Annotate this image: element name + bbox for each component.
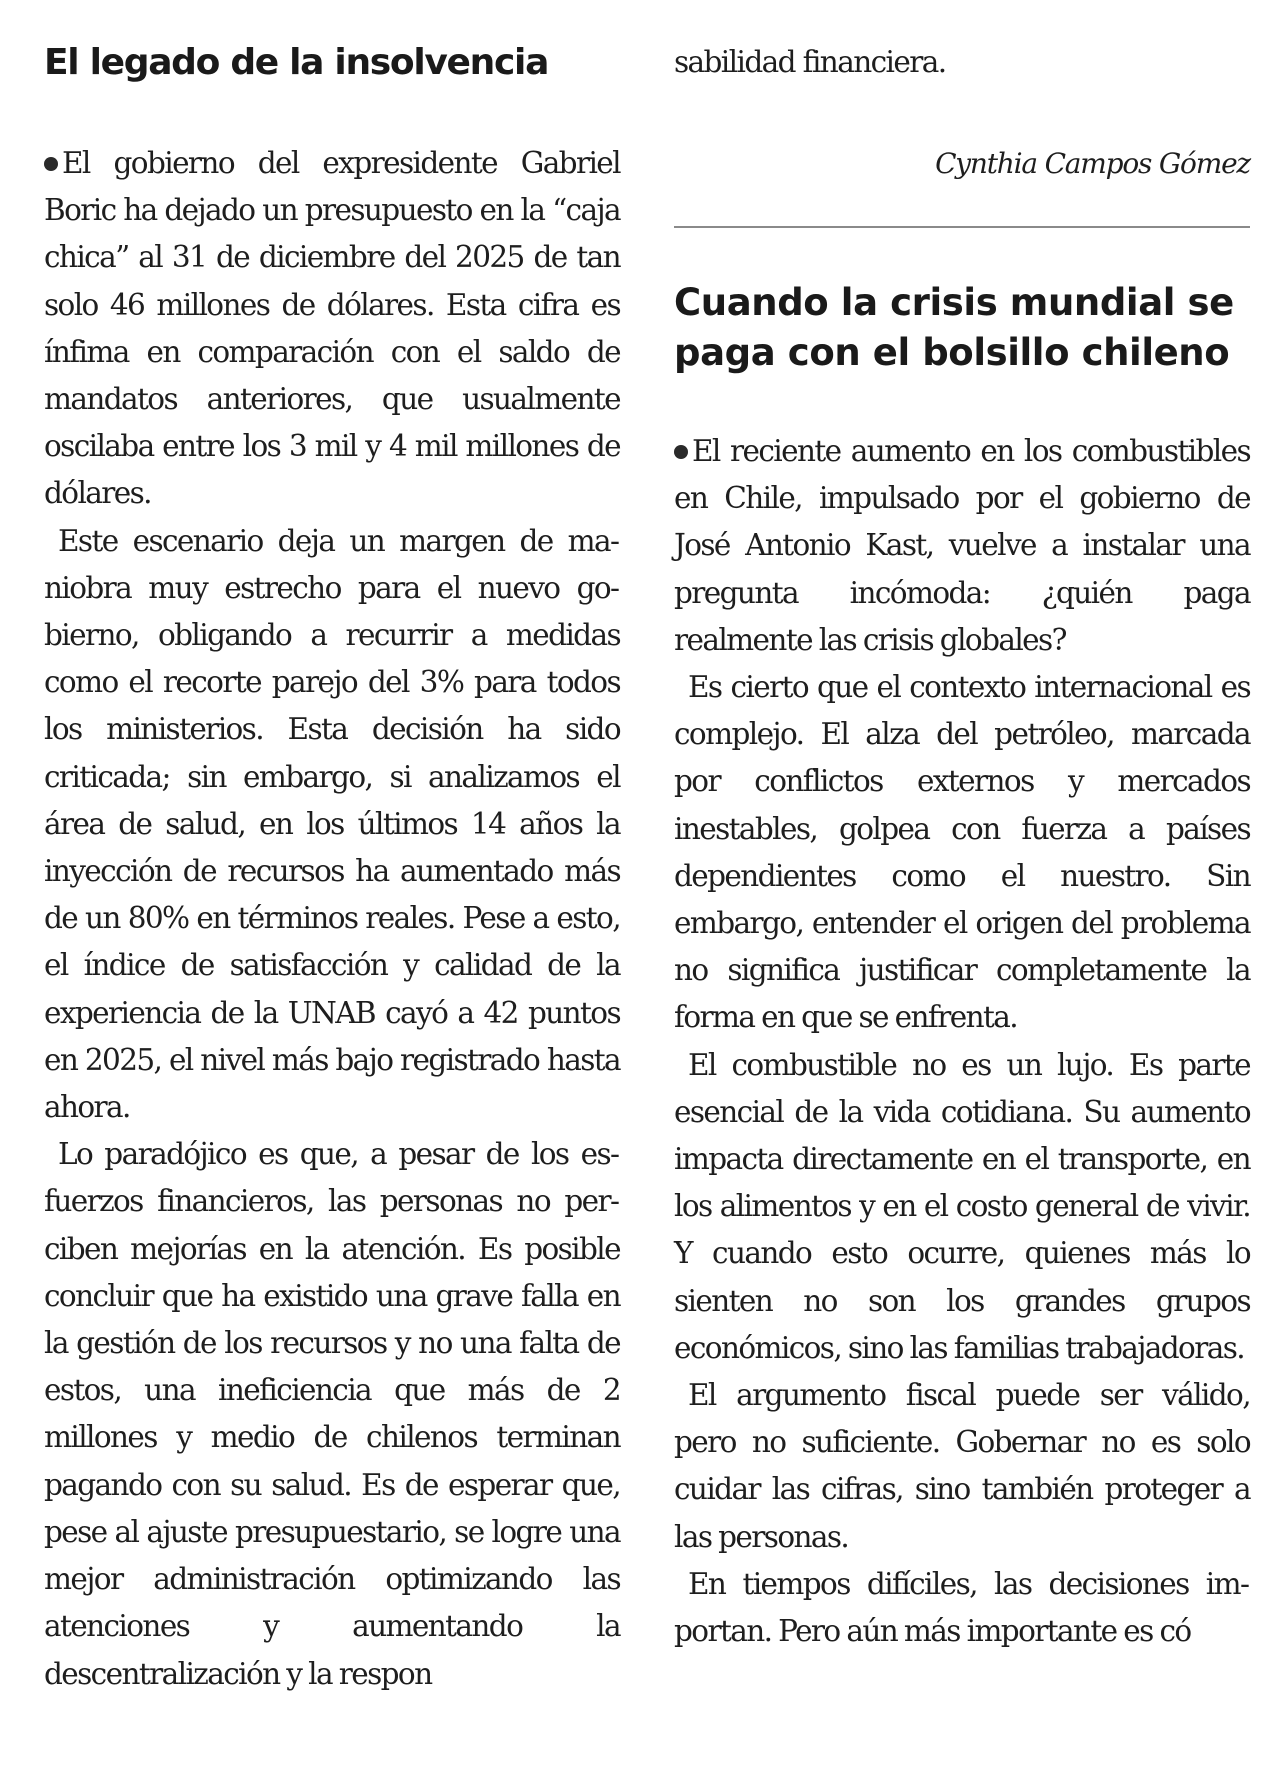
right-paragraph-5: En tiempos difíciles, las decisiones importan. Pero aún más importante es có bbox=[674, 1566, 1250, 1649]
left-article-title: El legado de la insolvencia bbox=[44, 42, 549, 83]
left-paragraph-2: Este escenario deja un margen de maniobra muy estrecho para el nuevo gobierno, obligando a recurrir a medidas como el recorte parejo del 3% para todos los ministerios. Esta decisión ha sido criticada; sin embargo, si analizamos el área de salud, en los últimos 14 años la inyección de recursos ha aumentado más de un 80% en términos reales. Pese a esto, el índice de satisfacción y calidad de la experiencia de la UNAB cayó a 42 puntos en 2025, el nivel más bajo registrado hasta ahora. bbox=[44, 523, 620, 1125]
bullet-icon bbox=[44, 157, 58, 171]
right-paragraph-4: El argumento fiscal puede ser válido, pero no suficiente. Gobernar no es solo cuidar las cifras, sino también proteger a las personas. bbox=[674, 1378, 1250, 1554]
bullet-icon bbox=[674, 445, 688, 459]
right-paragraph-3: El combustible no es un lujo. Es parte esencial de la vida cotidiana. Su aumento impacta directamente en el transporte, en los alimentos y en el costo general de vivir. Y cuando esto ocurre, quienes más lo sienten no son los grandes grupos económicos, sino las familias trabajadoras. bbox=[674, 1047, 1250, 1365]
left-paragraph-1: El gobierno del expresidente Gabriel Boric ha dejado un presupuesto en la “caja chica” al 31 de diciembre del 2025 de tan solo 46 millones de dólares. Esta cifra es ínfima en comparación con el saldo de mandatos anteriores, que usualmente oscilaba entre los 3 mil y 4 mil millones de dólares. bbox=[44, 146, 620, 511]
right-paragraph-1: El reciente aumento en los combustibles en Chile, impulsado por el gobierno de José Antonio Kast, vuelve a instalar una pregunta incómoda: ¿quién paga realmente las crisis globales? bbox=[674, 434, 1250, 657]
author-byline: Cynthia Campos Gómez bbox=[935, 147, 1250, 180]
left-paragraph-3: Lo paradójico es que, a pesar de los esfuerzos financieros, las personas no perciben mejorías en la atención. Es posible concluir que ha existido una grave falla en la gestión de los recursos y no una falta de estos, una ineficiencia que más de 2 millones y medio de chilenos terminan pagando con su salud. Es de esperar que, pese al ajuste presupuestario, se logre una mejor administración optimizando las atenciones y aumentando la descentralización y la respon bbox=[44, 1137, 620, 1691]
right-article-title: Cuando la crisis mundial se paga con el bolsillo chileno bbox=[674, 281, 1234, 374]
left-article-continuation: sabilidad financiera. bbox=[674, 45, 946, 79]
article-divider bbox=[674, 226, 1250, 228]
right-paragraph-2: Es cierto que el contexto internacional es complejo. El alza del petróleo, marcada por conflictos externos y mercados inestables, golpea con fuerza a países dependientes como el nuestro. Sin embargo, entender el origen del problema no significa justificar completamente la forma en que se enfrenta. bbox=[674, 670, 1250, 1035]
left-article-body bbox=[44, 140, 620, 1698]
right-article-body bbox=[674, 428, 1250, 1655]
